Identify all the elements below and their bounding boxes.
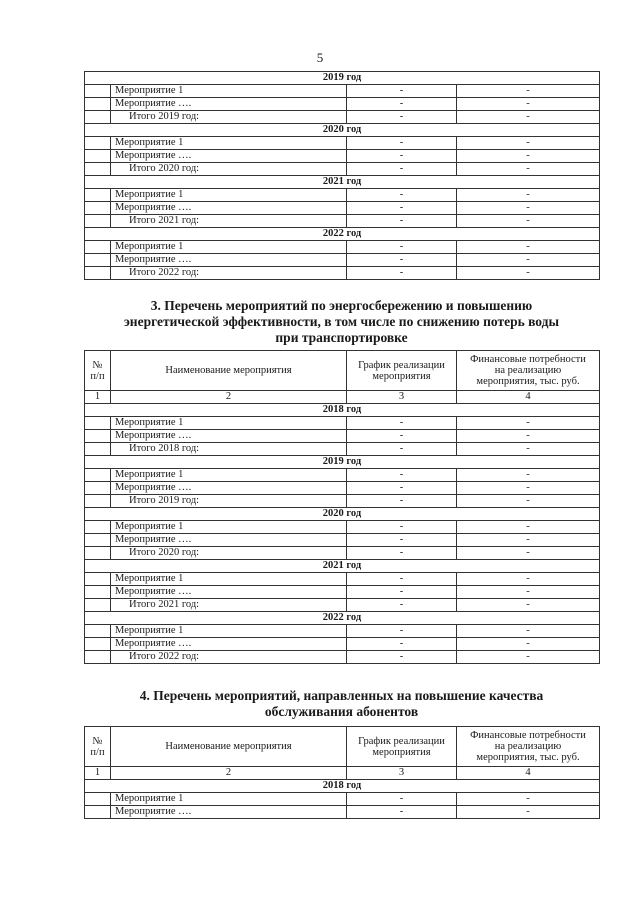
- year-row: [85, 560, 600, 573]
- event-row: [85, 202, 600, 215]
- row-number: [85, 573, 111, 586]
- header-finance-line: Финансовые потребности: [470, 354, 586, 365]
- section-3-title: [84, 298, 599, 346]
- schedule-value: -: [347, 586, 457, 599]
- energy-saving-table: [84, 350, 600, 664]
- header-schedule: [347, 351, 457, 391]
- header-row: [85, 351, 600, 391]
- event-row: [85, 638, 600, 651]
- event-row: [85, 189, 600, 202]
- schedule-value: -: [347, 806, 457, 819]
- year-row: [85, 404, 600, 417]
- total-row: [85, 163, 600, 176]
- event-name: Мероприятие ….: [111, 534, 347, 547]
- total-row: [85, 215, 600, 228]
- finance-value: -: [457, 586, 600, 599]
- event-name: Мероприятие ….: [111, 98, 347, 111]
- finance-value: -: [457, 573, 600, 586]
- row-number: [85, 150, 111, 163]
- schedule-value: -: [347, 98, 457, 111]
- finance-value: -: [457, 111, 600, 124]
- finance-value: -: [457, 547, 600, 560]
- schedule-value: -: [347, 547, 457, 560]
- schedule-value: -: [347, 651, 457, 664]
- event-name: Мероприятие ….: [111, 806, 347, 819]
- row-number: [85, 98, 111, 111]
- row-number: [85, 482, 111, 495]
- row-number: [85, 430, 111, 443]
- year-label: 2021 год: [85, 560, 600, 573]
- row-number: [85, 215, 111, 228]
- finance-value: -: [457, 202, 600, 215]
- header-number-line: п/п: [90, 746, 105, 758]
- total-row: [85, 651, 600, 664]
- row-number: [85, 599, 111, 612]
- event-name: Мероприятие 1: [111, 417, 347, 430]
- schedule-value: -: [347, 469, 457, 482]
- schedule-value: -: [347, 150, 457, 163]
- section-3-title-line-3: при транспортировке: [275, 330, 408, 345]
- header-finance-line: мероприятия, тыс. руб.: [476, 752, 580, 763]
- year-row: [85, 456, 600, 469]
- event-name: Мероприятие ….: [111, 430, 347, 443]
- schedule-value: -: [347, 534, 457, 547]
- event-row: [85, 417, 600, 430]
- event-name: Мероприятие ….: [111, 482, 347, 495]
- header-number-line: п/п: [90, 370, 105, 382]
- schedule-value: -: [347, 625, 457, 638]
- total-row: [85, 599, 600, 612]
- column-number: 4: [457, 767, 600, 780]
- event-row: [85, 806, 600, 819]
- year-label: 2019 год: [85, 72, 600, 85]
- year-label: 2018 год: [85, 780, 600, 793]
- event-row: [85, 586, 600, 599]
- section-3-title-line-2: энергетической эффективности, в том числе по снижению потерь воды: [123, 314, 560, 329]
- schedule-value: -: [347, 573, 457, 586]
- event-row: [85, 430, 600, 443]
- row-number: [85, 85, 111, 98]
- year-row: [85, 508, 600, 521]
- year-row: [85, 228, 600, 241]
- table-body: [85, 72, 600, 280]
- finance-value: -: [457, 806, 600, 819]
- year-row: [85, 780, 600, 793]
- total-label: Итого 2022 год:: [111, 267, 347, 280]
- event-row: [85, 241, 600, 254]
- schedule-value: -: [347, 215, 457, 228]
- schedule-value: -: [347, 430, 457, 443]
- schedule-value: -: [347, 85, 457, 98]
- event-name: Мероприятие 1: [111, 85, 347, 98]
- finance-value: -: [457, 599, 600, 612]
- schedule-value: -: [347, 495, 457, 508]
- finance-value: -: [457, 85, 600, 98]
- total-label: Итого 2021 год:: [111, 215, 347, 228]
- finance-value: -: [457, 625, 600, 638]
- row-number: [85, 625, 111, 638]
- row-number: [85, 793, 111, 806]
- finance-value: -: [457, 495, 600, 508]
- row-number: [85, 521, 111, 534]
- header-schedule-line: График реализации: [358, 735, 445, 747]
- year-label: 2019 год: [85, 456, 600, 469]
- year-row: [85, 612, 600, 625]
- year-label: 2021 год: [85, 176, 600, 189]
- total-label: Итого 2018 год:: [111, 443, 347, 456]
- year-row: [85, 176, 600, 189]
- event-name: Мероприятие ….: [111, 586, 347, 599]
- finance-value: -: [457, 189, 600, 202]
- header-name: Наименование мероприятия: [111, 727, 347, 767]
- column-number-row: [85, 391, 600, 404]
- finance-value: -: [457, 443, 600, 456]
- row-number: [85, 547, 111, 560]
- total-row: [85, 267, 600, 280]
- page-number: 5: [316, 50, 324, 65]
- event-name: Мероприятие 1: [111, 793, 347, 806]
- row-number: [85, 586, 111, 599]
- total-row: [85, 495, 600, 508]
- finance-value: -: [457, 482, 600, 495]
- row-number: [85, 534, 111, 547]
- event-row: [85, 254, 600, 267]
- schedule-value: -: [347, 482, 457, 495]
- event-row: [85, 573, 600, 586]
- row-number: [85, 202, 111, 215]
- event-name: Мероприятие 1: [111, 241, 347, 254]
- row-number: [85, 241, 111, 254]
- column-number: 2: [111, 391, 347, 404]
- table-body: [85, 351, 600, 664]
- row-number: [85, 417, 111, 430]
- section-4-title: [84, 688, 599, 720]
- event-name: Мероприятие ….: [111, 638, 347, 651]
- finance-value: -: [457, 793, 600, 806]
- header-row: [85, 727, 600, 767]
- total-label: Итого 2019 год:: [111, 111, 347, 124]
- schedule-value: -: [347, 417, 457, 430]
- row-number: [85, 469, 111, 482]
- header-number-line: №: [92, 359, 103, 371]
- year-label: 2020 год: [85, 508, 600, 521]
- row-number: [85, 651, 111, 664]
- event-name: Мероприятие 1: [111, 573, 347, 586]
- schedule-value: -: [347, 267, 457, 280]
- finance-value: -: [457, 638, 600, 651]
- header-finance: [457, 727, 600, 767]
- finance-value: -: [457, 241, 600, 254]
- schedule-value: -: [347, 241, 457, 254]
- finance-value: -: [457, 150, 600, 163]
- schedule-value: -: [347, 443, 457, 456]
- total-row: [85, 111, 600, 124]
- event-row: [85, 521, 600, 534]
- event-row: [85, 98, 600, 111]
- total-label: Итого 2019 год:: [111, 495, 347, 508]
- event-row: [85, 625, 600, 638]
- year-label: 2022 год: [85, 612, 600, 625]
- schedule-value: -: [347, 189, 457, 202]
- service-quality-table: [84, 726, 600, 819]
- finance-value: -: [457, 137, 600, 150]
- column-number: 4: [457, 391, 600, 404]
- header-name: Наименование мероприятия: [111, 351, 347, 391]
- schedule-value: -: [347, 254, 457, 267]
- year-label: 2020 год: [85, 124, 600, 137]
- row-number: [85, 267, 111, 280]
- finance-value: -: [457, 469, 600, 482]
- section-4-title-line-1: 4. Перечень мероприятий, направленных на повышение качества: [139, 688, 544, 703]
- schedule-value: -: [347, 638, 457, 651]
- row-number: [85, 254, 111, 267]
- finance-value: -: [457, 521, 600, 534]
- header-finance-line: на реализацию: [494, 741, 562, 752]
- row-number: [85, 111, 111, 124]
- section-4-title-line-2: обслуживания абонентов: [264, 704, 419, 719]
- year-label: 2018 год: [85, 404, 600, 417]
- event-row: [85, 469, 600, 482]
- column-number-row: [85, 767, 600, 780]
- event-name: Мероприятие 1: [111, 469, 347, 482]
- total-label: Итого 2022 год:: [111, 651, 347, 664]
- finance-value: -: [457, 534, 600, 547]
- finance-value: -: [457, 430, 600, 443]
- header-number-line: №: [92, 735, 103, 747]
- schedule-value: -: [347, 111, 457, 124]
- row-number: [85, 189, 111, 202]
- total-row: [85, 547, 600, 560]
- column-number: 3: [347, 391, 457, 404]
- total-label: Итого 2021 год:: [111, 599, 347, 612]
- header-number: [85, 351, 111, 391]
- header-finance-line: Финансовые потребности: [470, 730, 586, 741]
- row-number: [85, 137, 111, 150]
- schedule-value: -: [347, 163, 457, 176]
- event-name: Мероприятие 1: [111, 137, 347, 150]
- column-number: 1: [85, 391, 111, 404]
- event-row: [85, 793, 600, 806]
- schedule-value: -: [347, 202, 457, 215]
- column-number: 2: [111, 767, 347, 780]
- header-finance: [457, 351, 600, 391]
- event-name: Мероприятие ….: [111, 254, 347, 267]
- events-table-continued: [84, 71, 600, 280]
- header-schedule: [347, 727, 457, 767]
- event-name: Мероприятие 1: [111, 521, 347, 534]
- total-row: [85, 443, 600, 456]
- header-schedule-line: График реализации: [358, 359, 445, 371]
- total-label: Итого 2020 год:: [111, 163, 347, 176]
- event-row: [85, 150, 600, 163]
- schedule-value: -: [347, 599, 457, 612]
- total-label: Итого 2020 год:: [111, 547, 347, 560]
- schedule-value: -: [347, 521, 457, 534]
- finance-value: -: [457, 254, 600, 267]
- finance-value: -: [457, 98, 600, 111]
- header-schedule-line: мероприятия: [372, 370, 431, 382]
- header-schedule-line: мероприятия: [372, 746, 431, 758]
- event-row: [85, 137, 600, 150]
- table-body: [85, 727, 600, 819]
- finance-value: -: [457, 163, 600, 176]
- event-row: [85, 482, 600, 495]
- schedule-value: -: [347, 137, 457, 150]
- year-row: [85, 72, 600, 85]
- header-finance-line: мероприятия, тыс. руб.: [476, 376, 580, 387]
- year-row: [85, 124, 600, 137]
- event-name: Мероприятие 1: [111, 189, 347, 202]
- finance-value: -: [457, 215, 600, 228]
- year-label: 2022 год: [85, 228, 600, 241]
- section-3-title-line-1: 3. Перечень мероприятий по энергосбережению и повышению: [150, 298, 533, 313]
- event-row: [85, 534, 600, 547]
- finance-value: -: [457, 417, 600, 430]
- row-number: [85, 443, 111, 456]
- finance-value: -: [457, 651, 600, 664]
- schedule-value: -: [347, 793, 457, 806]
- finance-value: -: [457, 267, 600, 280]
- event-name: Мероприятие 1: [111, 625, 347, 638]
- column-number: 3: [347, 767, 457, 780]
- column-number: 1: [85, 767, 111, 780]
- event-row: [85, 85, 600, 98]
- row-number: [85, 163, 111, 176]
- header-finance-line: на реализацию: [494, 365, 562, 376]
- row-number: [85, 806, 111, 819]
- row-number: [85, 638, 111, 651]
- event-name: Мероприятие ….: [111, 202, 347, 215]
- row-number: [85, 495, 111, 508]
- header-number: [85, 727, 111, 767]
- event-name: Мероприятие ….: [111, 150, 347, 163]
